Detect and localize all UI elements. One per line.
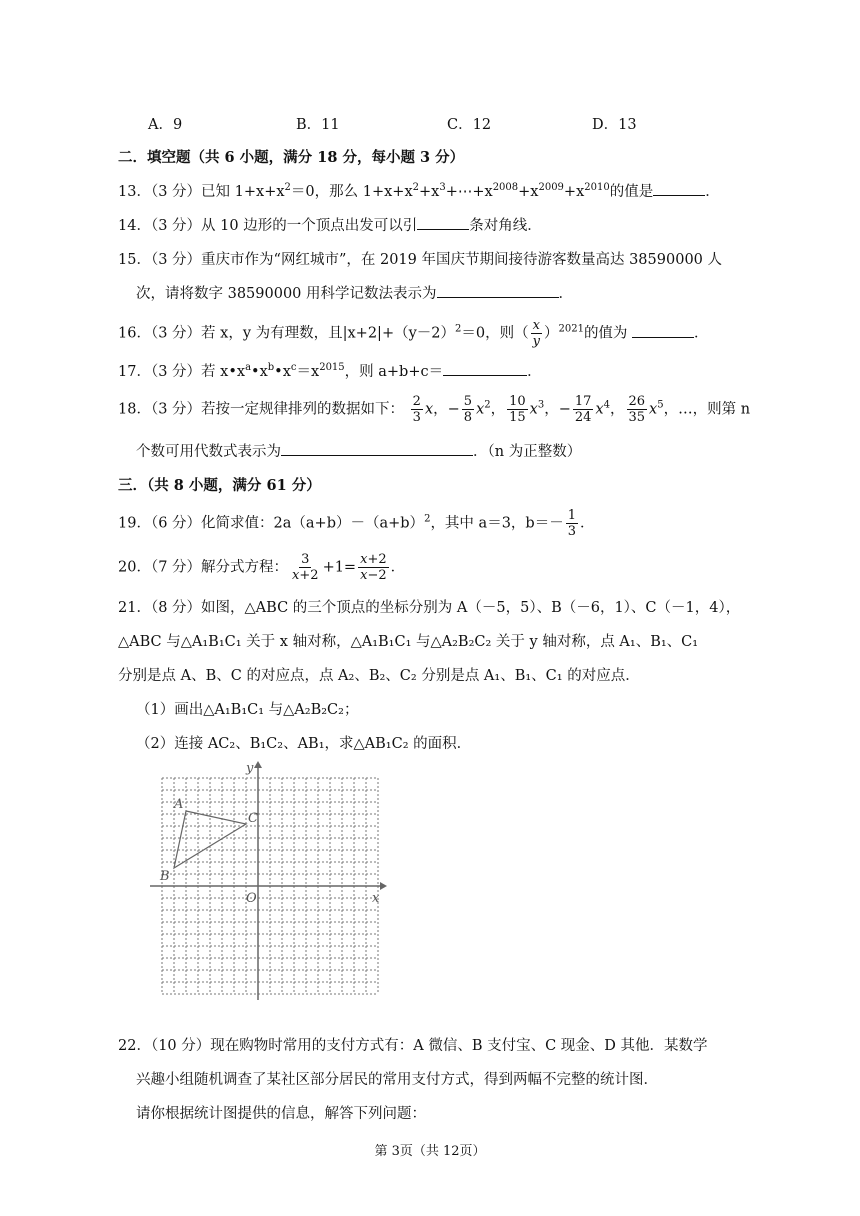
origin-label: O bbox=[246, 891, 257, 906]
option-a: A．9 bbox=[148, 117, 183, 133]
point-a-label: A bbox=[174, 797, 184, 812]
question-14: 14．（3 分）从 10 边形的一个顶点出发可以引 条对角线． bbox=[118, 218, 542, 234]
question-20: 20．（7 分）解分式方程： $\frac{3}{x+2}$ +1= $\frac{x+2}{x-2}$ ． bbox=[118, 552, 406, 583]
question-21-line3: 分别是点 A、B、C 的对应点，点 A₂、B₂、C₂ 分别是点 A₁、B₁、C₁ 的对应点． bbox=[118, 668, 640, 684]
question-21-line2: △ABC 与△A₁B₁C₁ 关于 x 轴对称，△A₁B₁C₁ 与△A₂B₂C₂ 关于 y 轴对称，点 A₁、B₁、C₁ bbox=[118, 634, 699, 650]
question-17: 17．（3 分）若 $x•x^a•x^b•x^c=x^{2015}$，则 a+b+c＝ ． bbox=[118, 362, 542, 380]
page-footer: 第 3页（共 12页） bbox=[374, 1144, 486, 1159]
question-21-sub1: （1）画出△A₁B₁C₁ 与△A₂B₂C₂； bbox=[136, 702, 359, 718]
y-axis-label: y bbox=[246, 761, 254, 776]
option-c: C．12 bbox=[447, 117, 492, 133]
question-15-line1: 15．（3 分）重庆市作为“网红城市”，在 2019 年国庆节期间接待游客数量高达 38590000 人 bbox=[118, 252, 722, 268]
question-18-line2: 个数可用代数式表示为 ．（n 为正整数） bbox=[136, 444, 582, 460]
question-22-line2: 兴趣小组随机调查了某社区部分居民的常用支付方式，得到两幅不完整的统计图． bbox=[136, 1072, 658, 1088]
y-axis-arrow-icon bbox=[254, 761, 262, 768]
x-axis-label: x bbox=[372, 891, 380, 906]
question-18: 18．（3 分）若按一定规律排列的数据如下： $\frac{2}{3}$ x，− $\frac{5}{8}$ $x^2$， $\frac{10}{15}$ $x^3$，− $\frac{17}{24}$ $x^4$， $\frac{26}{35}$ $x^5$，…，则第 n bbox=[118, 394, 751, 425]
question-22-line1: 22．（10 分）现在购物时常用的支付方式有：A 微信、B 支付宝、C 现金、D 其他．某数学 bbox=[118, 1038, 708, 1054]
x-axis-arrow-icon bbox=[380, 882, 387, 890]
question-19: 19．（6 分）化简求值：$2a(a+b)-(a+b)^2$，其中 a＝3，b＝－ $\frac{1}{3}$ ． bbox=[118, 508, 595, 539]
question-16: 16．（3 分）若 x，y 为有理数，且$|x+2|+(y-2)^2=0$，则（ $\frac{x}{y}$ ）$^{2021}$的值为 ． bbox=[118, 318, 709, 349]
question-22-line3: 请你根据统计图提供的信息，解答下列问题： bbox=[136, 1106, 426, 1122]
question-21-sub2: （2）连接 AC₂、B₁C₂、AB₁，求△AB₁C₂ 的面积． bbox=[136, 736, 472, 752]
option-d: D．13 bbox=[592, 117, 637, 133]
point-c-label: C bbox=[248, 811, 258, 826]
coordinate-grid-figure bbox=[140, 760, 390, 1010]
section-2-title: 二．填空题（共 6 小题，满分 18 分，每小题 3 分） bbox=[118, 149, 465, 166]
question-21-line1: 21．（8 分）如图，△ABC 的三个顶点的坐标分别为 A（－5，5）、B（－6，1）、C（－1，4）， bbox=[118, 600, 741, 616]
question-15-line2: 次，请将数字 38590000 用科学记数法表示为 ． bbox=[136, 286, 574, 302]
point-b-label: B bbox=[160, 869, 170, 884]
section-3-title: 三．（共 8 小题，满分 61 分） bbox=[118, 477, 321, 494]
option-b: B．11 bbox=[296, 117, 340, 133]
question-13: 13．（3 分）已知 $1+x+x^2=0$，那么 $1+x+x^2+x^3+\cdots+x^{2008}+x^{2009}+x^{2010}$的值是 ． bbox=[118, 182, 720, 200]
